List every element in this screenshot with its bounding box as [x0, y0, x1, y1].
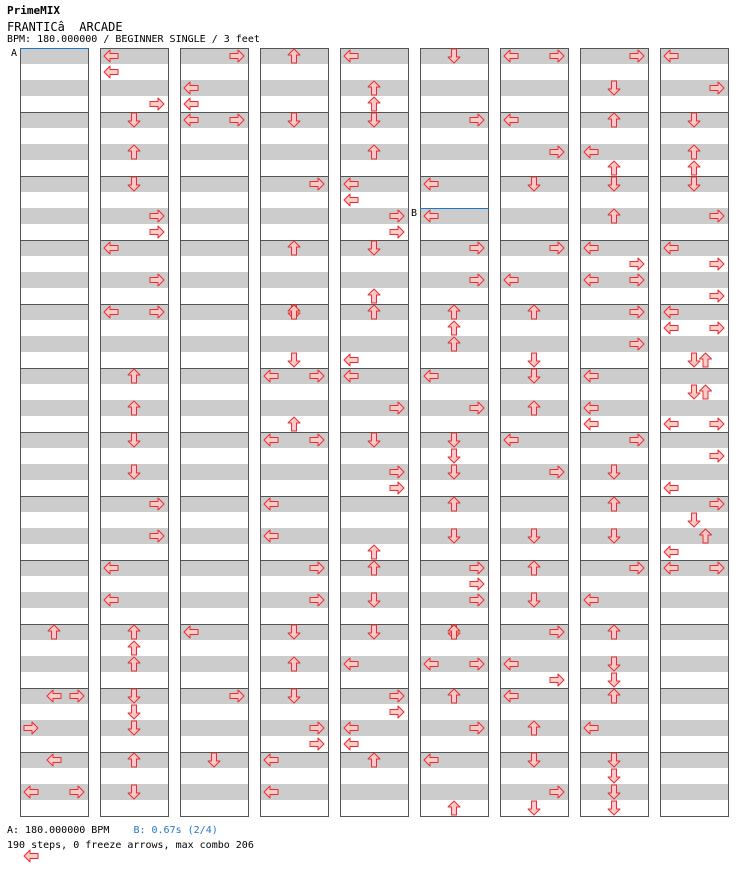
down-arrow-icon — [128, 705, 140, 719]
down-arrow-icon — [288, 353, 300, 367]
up-arrow-icon — [368, 545, 380, 559]
up-arrow-icon — [608, 161, 620, 175]
chart-info: BPM: 180.000000 / BEGINNER SINGLE / 3 feet — [7, 34, 260, 45]
left-arrow-icon — [584, 418, 598, 430]
left-arrow-icon — [664, 546, 678, 558]
beat-stripe — [180, 656, 249, 672]
beat-stripe — [20, 496, 89, 512]
beat-stripe — [20, 48, 89, 64]
song-title: FRANTICâ ARCADE — [7, 20, 123, 34]
beat-stripe — [180, 528, 249, 544]
beat-stripe — [660, 720, 729, 736]
beat-stripe — [260, 80, 329, 96]
beat-stripe — [180, 208, 249, 224]
beat-stripe — [660, 688, 729, 704]
marker-label: A — [11, 48, 18, 59]
beat-stripe — [180, 464, 249, 480]
app-name: PrimeMIX — [7, 4, 60, 17]
down-arrow-icon — [608, 769, 620, 783]
beat-stripe — [20, 176, 89, 192]
beat-stripe — [180, 304, 249, 320]
up-arrow-icon — [368, 289, 380, 303]
up-arrow-icon — [448, 321, 460, 335]
beat-stripe — [180, 400, 249, 416]
right-arrow-icon — [710, 290, 724, 302]
beat-stripe — [340, 336, 409, 352]
left-arrow-icon — [184, 98, 198, 110]
beat-stripe — [660, 752, 729, 768]
beat-stripe — [260, 144, 329, 160]
down-arrow-icon — [688, 513, 700, 527]
beat-stripe — [660, 656, 729, 672]
beat-stripe — [100, 80, 169, 96]
down-arrow-icon — [608, 673, 620, 687]
right-arrow-icon — [470, 578, 484, 590]
right-arrow-icon — [710, 418, 724, 430]
beat-stripe — [660, 368, 729, 384]
beat-stripe — [420, 80, 489, 96]
right-arrow-icon — [150, 98, 164, 110]
beat-stripe — [180, 176, 249, 192]
down-arrow-icon — [688, 385, 700, 399]
beat-stripe — [500, 208, 569, 224]
beat-stripe — [420, 144, 489, 160]
beat-stripe — [660, 272, 729, 288]
beat-stripe — [660, 784, 729, 800]
right-arrow-icon — [550, 674, 564, 686]
beat-stripe — [20, 368, 89, 384]
beat-stripe — [180, 240, 249, 256]
beat-stripe — [20, 80, 89, 96]
beat-stripe — [20, 528, 89, 544]
stop-text: B: 0.67s (2/4) — [133, 825, 218, 836]
right-arrow-icon — [390, 706, 404, 718]
beat-stripe — [340, 784, 409, 800]
up-arrow-icon — [288, 417, 300, 431]
beat-stripe — [340, 528, 409, 544]
right-arrow-icon — [710, 322, 724, 334]
left-arrow-icon — [664, 482, 678, 494]
left-arrow-icon — [24, 850, 38, 862]
up-arrow-icon — [700, 385, 712, 399]
beat-stripe — [260, 400, 329, 416]
left-arrow-icon — [344, 738, 358, 750]
beat-stripe — [20, 336, 89, 352]
left-arrow-icon — [664, 322, 678, 334]
beat-stripe — [20, 304, 89, 320]
beat-stripe — [180, 432, 249, 448]
beat-stripe — [20, 400, 89, 416]
beat-stripe — [180, 496, 249, 512]
beat-stripe — [340, 496, 409, 512]
right-arrow-icon — [150, 226, 164, 238]
beat-stripe — [20, 112, 89, 128]
down-arrow-icon — [448, 449, 460, 463]
beat-stripe — [180, 272, 249, 288]
beat-stripe — [260, 272, 329, 288]
up-arrow-icon — [448, 801, 460, 815]
beat-stripe — [260, 208, 329, 224]
right-arrow-icon — [390, 482, 404, 494]
beat-stripe — [20, 656, 89, 672]
beat-stripe — [20, 272, 89, 288]
left-arrow-icon — [664, 418, 678, 430]
beat-stripe — [660, 400, 729, 416]
down-arrow-icon — [688, 353, 700, 367]
beat-stripe — [660, 528, 729, 544]
beat-stripe — [180, 720, 249, 736]
step-stats: 190 steps, 0 freeze arrows, max combo 206 — [7, 840, 254, 851]
beat-stripe — [20, 144, 89, 160]
left-arrow-icon — [104, 66, 118, 78]
beat-stripe — [340, 272, 409, 288]
beat-stripe — [660, 592, 729, 608]
beat-stripe — [500, 496, 569, 512]
beat-stripe — [180, 560, 249, 576]
beat-stripe — [180, 592, 249, 608]
beat-stripe — [180, 144, 249, 160]
beat-stripe — [100, 336, 169, 352]
bpm-change-text: A: 180.000000 BPM — [7, 825, 110, 836]
beat-stripe — [20, 208, 89, 224]
footer-bpm-line — [7, 826, 218, 836]
right-arrow-icon — [630, 258, 644, 270]
beat-stripe — [500, 80, 569, 96]
beat-stripe — [20, 464, 89, 480]
beat-stripe — [660, 624, 729, 640]
beat-stripe — [20, 240, 89, 256]
beat-stripe — [660, 464, 729, 480]
marker-label: B — [411, 208, 418, 219]
beat-stripe — [660, 336, 729, 352]
down-arrow-icon — [528, 353, 540, 367]
right-arrow-icon — [710, 450, 724, 462]
beat-stripe — [20, 432, 89, 448]
up-arrow-icon — [700, 353, 712, 367]
down-arrow-icon — [608, 801, 620, 815]
beat-stripe — [20, 592, 89, 608]
beat-stripe — [420, 784, 489, 800]
beat-stripe — [260, 336, 329, 352]
beat-stripe — [660, 432, 729, 448]
beat-stripe — [20, 560, 89, 576]
down-arrow-icon — [528, 801, 540, 815]
left-arrow-icon — [344, 194, 358, 206]
beat-stripe — [260, 464, 329, 480]
right-arrow-icon — [310, 738, 324, 750]
beat-stripe — [500, 336, 569, 352]
up-arrow-icon — [128, 641, 140, 655]
right-arrow-icon — [390, 226, 404, 238]
beat-stripe — [180, 784, 249, 800]
right-arrow-icon — [710, 258, 724, 270]
left-arrow-icon — [344, 354, 358, 366]
beat-stripe — [180, 368, 249, 384]
up-arrow-icon — [688, 161, 700, 175]
beat-stripe — [180, 336, 249, 352]
up-arrow-icon — [368, 97, 380, 111]
